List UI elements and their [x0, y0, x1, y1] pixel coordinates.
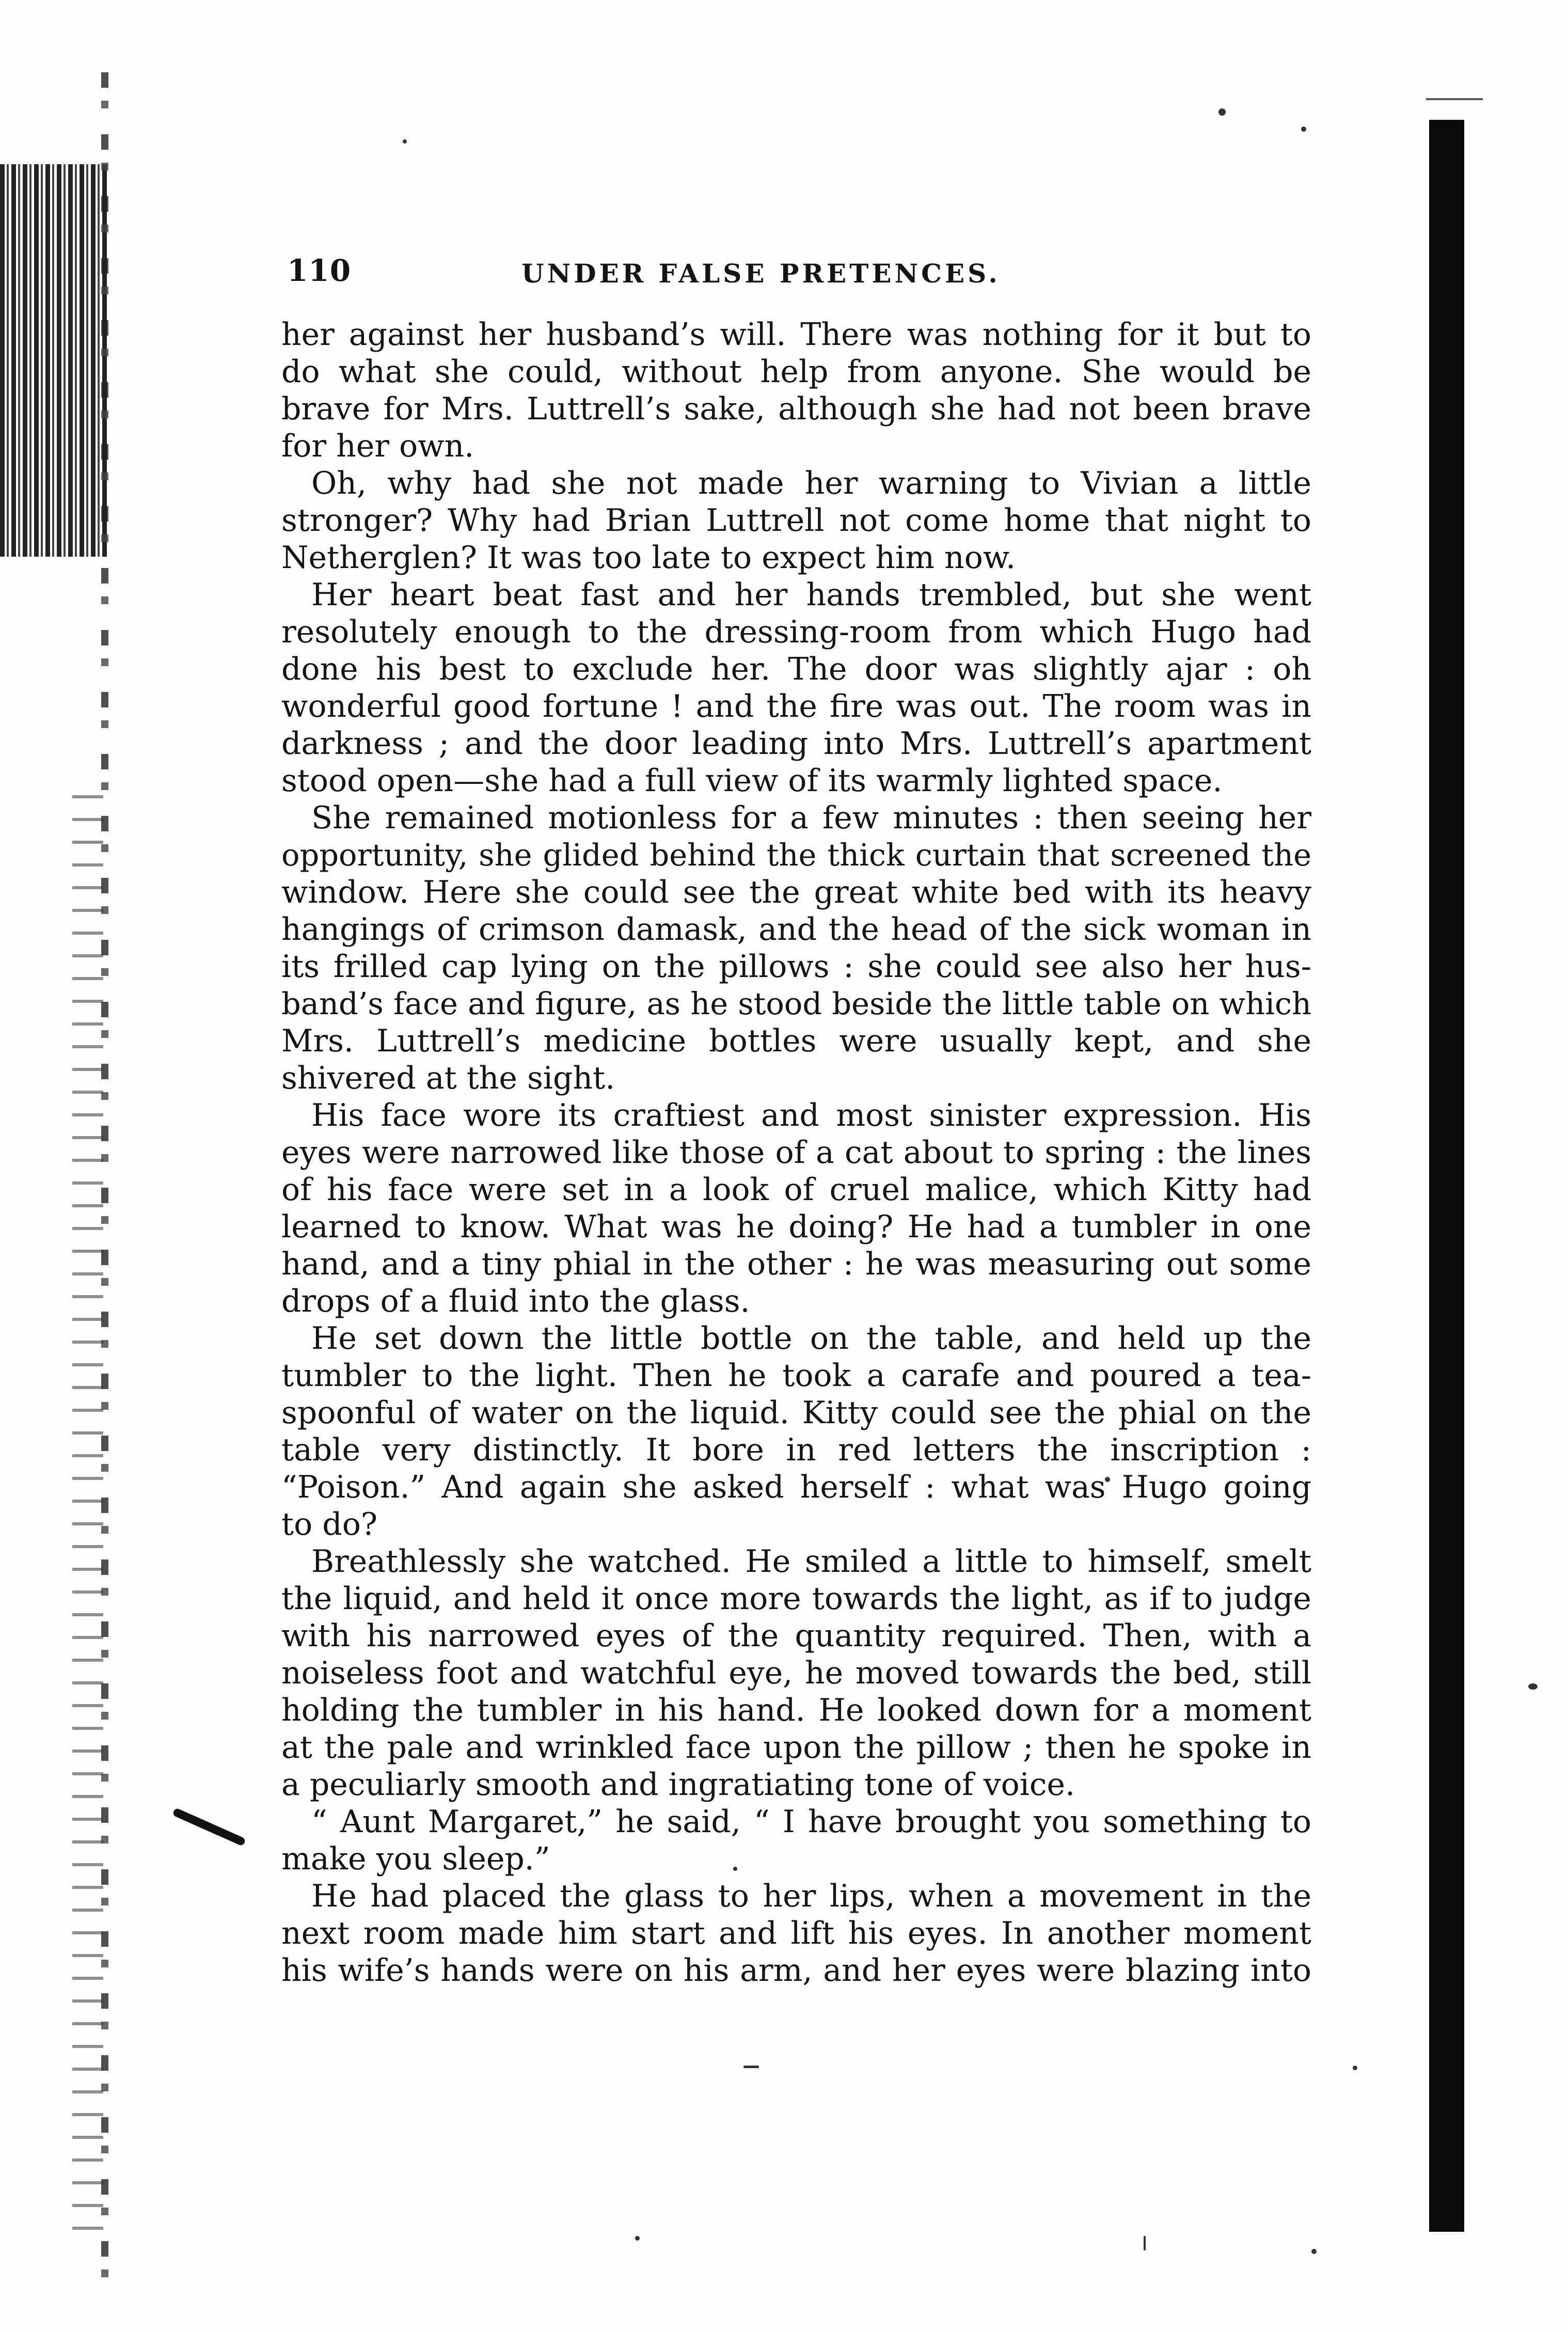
text-line: She remained motionless for a few minutes : then seeing her [311, 800, 1311, 836]
body-text [281, 316, 1311, 1989]
text-line: opportunity, she glided behind the thick curtain that screened the [281, 837, 1311, 873]
pen-mark [172, 1807, 246, 1847]
text-line: his wife’s hands were on his arm, and her eyes were blazing into [281, 1952, 1311, 1989]
text-line: stronger? Why had Brian Luttrell not come home that night to [281, 502, 1311, 539]
text-line: its frilled cap lying on the pillows : she could see also her hus- [281, 949, 1311, 985]
text-line: darkness ; and the door leading into Mrs. Luttrell’s apartment [281, 726, 1311, 762]
text-line: brave for Mrs. Luttrell’s sake, although she had not been brave [281, 391, 1311, 427]
text-line: noiseless foot and watchful eye, he moved towards the bed, still [281, 1655, 1311, 1691]
text-line: Oh, why had she not made her warning to Vivian a little [311, 465, 1311, 501]
text-line: of his face were set in a look of cruel malice, which Kitty had [281, 1172, 1311, 1208]
text-line: Her heart beat fast and her hands trembled, but she went [311, 577, 1311, 613]
scan-right-rule [1426, 98, 1483, 100]
text-line: stood open—she had a full view of its warmly lighted space. [281, 763, 1223, 799]
text-line: do what she could, without help from anyone. She would be [281, 354, 1311, 390]
text-line: wonderful good fortune ! and the fire was out. The room was in [281, 688, 1311, 724]
speck [1311, 2249, 1317, 2254]
speck [1528, 1683, 1538, 1690]
text-line: tumbler to the light. Then he took a carafe and poured a tea- [281, 1358, 1311, 1394]
text-line: table very distinctly. It bore in red letters the inscription : [281, 1432, 1311, 1468]
text-line: make you sleep.” [281, 1841, 550, 1877]
text-line: shivered at the sight. [281, 1060, 615, 1096]
speck [1144, 2236, 1146, 2250]
text-line: holding the tumbler in his hand. He looked down for a moment [281, 1692, 1311, 1728]
speck [635, 2236, 640, 2241]
speck [1353, 2066, 1357, 2070]
scan-left-ticks [72, 795, 103, 2241]
text-line: drops of a fluid into the glass. [281, 1283, 750, 1319]
text-line: at the pale and wrinkled face upon the pillow ; then he spoke in [281, 1729, 1311, 1766]
scan-right-edge [1429, 120, 1464, 2232]
text-line: hangings of crimson damask, and the head of the sick woman in [281, 911, 1311, 948]
text-line: resolutely enough to the dressing-room from which Hugo had [281, 614, 1311, 650]
text-line: learned to know. What was he doing? He had a tumbler in one [281, 1209, 1311, 1245]
text-line: “ Aunt Margaret,” he said, “ I have brought you something to [311, 1804, 1311, 1840]
text-line: spoonful of water on the liquid. Kitty could see the phial on the [281, 1395, 1311, 1431]
text-line: to do? [281, 1506, 378, 1542]
text-line: for her own. [281, 428, 474, 464]
running-title: UNDER FALSE PRETENCES. [521, 258, 1001, 289]
text-line: “Poison.” And again she asked herself : what was Hugo going [281, 1469, 1311, 1505]
text-line: the liquid, and held it once more towards the light, as if to judge [281, 1581, 1311, 1617]
text-line: with his narrowed eyes of the quantity required. Then, with a [281, 1618, 1311, 1654]
text-line: Mrs. Luttrell’s medicine bottles were usually kept, and she [281, 1023, 1311, 1059]
text-line: hand, and a tiny phial in the other : he was measuring out some [281, 1246, 1311, 1282]
speck [403, 139, 407, 144]
text-line: done his best to exclude her. The door was slightly ajar : oh [281, 651, 1311, 687]
text-line: a peculiarly smooth and ingratiating tone of voice. [281, 1767, 1075, 1803]
text-line: her against her husband’s will. There was nothing for it but to [281, 317, 1311, 353]
scan-binding-artifact [0, 164, 108, 557]
text-line: He set down the little bottle on the table, and held up the [311, 1320, 1311, 1357]
text-line: band’s face and figure, as he stood beside the little table on which [281, 986, 1311, 1021]
speck [1218, 108, 1226, 116]
text-line: window. Here she could see the great white bed with its heavy [281, 874, 1311, 910]
text-line: Netherglen? It was too late to expect him now. [281, 540, 1016, 576]
speck [743, 2066, 759, 2068]
page-number: 110 [287, 253, 352, 288]
text-line: next room made him start and lift his eyes. In another moment [281, 1915, 1311, 1951]
text-line: Breathlessly she watched. He smiled a little to himself, smelt [311, 1543, 1311, 1580]
text-line: eyes were narrowed like those of a cat about to spring : the lines [281, 1135, 1311, 1171]
speck [1301, 127, 1306, 132]
text-line: His face wore its craftiest and most sinister expression. His [311, 1097, 1311, 1133]
text-line: He had placed the glass to her lips, when a movement in the [311, 1878, 1311, 1914]
